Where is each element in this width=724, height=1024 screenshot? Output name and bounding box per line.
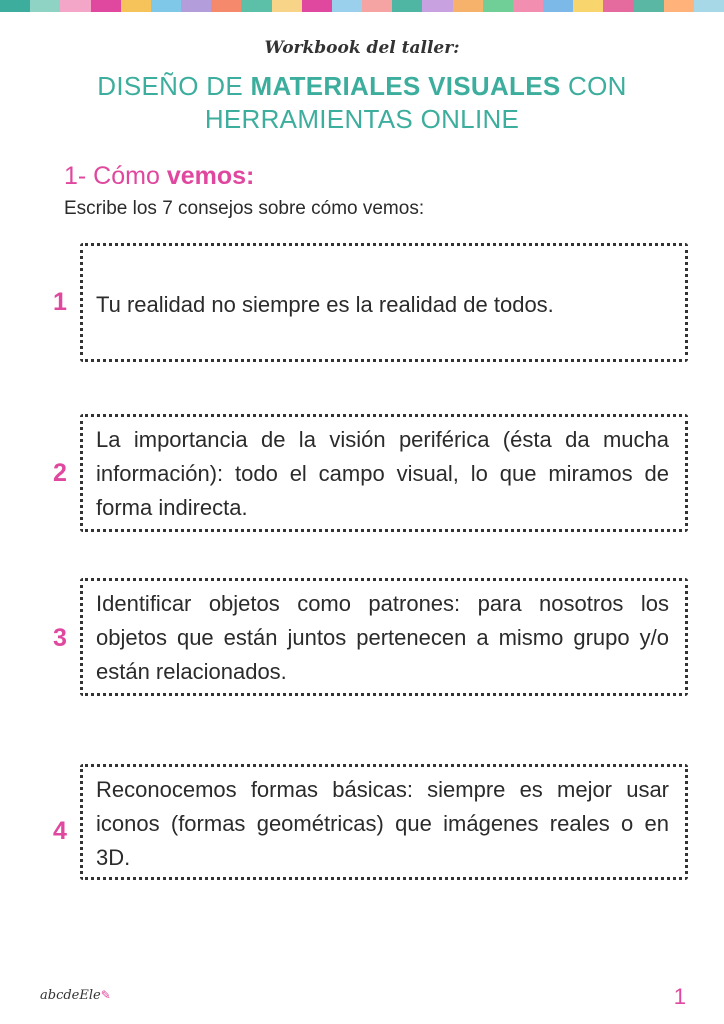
brand-logo <box>40 988 111 1003</box>
stripe-segment <box>60 0 90 12</box>
stripe-segment <box>241 0 271 12</box>
stripe-segment <box>30 0 60 12</box>
title-bold: MATERIALES VISUALES <box>250 71 561 101</box>
item-number-2: 2 <box>53 459 67 487</box>
answer-text-2: La importancia de la visión periférica (ésta da mucha información): todo el campo visual, lo que miramos de forma indirecta. <box>96 427 669 520</box>
stripe-segment <box>121 0 151 12</box>
stripe-segment <box>483 0 513 12</box>
stripe-segment <box>664 0 694 12</box>
stripe-segment <box>392 0 422 12</box>
stripe-segment <box>0 0 30 12</box>
answer-text-3: Identificar objetos como patrones: para nosotros los objetos que están juntos pertenecen a mismo grupo y/o están relacionados. <box>96 591 669 684</box>
answer-text-1: Tu realidad no siempre es la realidad de todos. <box>96 292 554 317</box>
page-title <box>40 70 684 136</box>
section-heading-bold: vemos: <box>166 162 255 190</box>
stripe-segment <box>603 0 633 12</box>
stripe-segment <box>362 0 392 12</box>
stripe-segment <box>513 0 543 12</box>
item-number-3: 3 <box>53 624 67 652</box>
item-number-1: 1 <box>53 288 67 316</box>
answer-box-4 <box>80 764 688 880</box>
answer-text-4: Reconocemos formas básicas: siempre es mejor usar iconos (formas geométricas) que imágenes reales o en 3D. <box>96 777 669 870</box>
stripe-segment <box>272 0 302 12</box>
stripe-segment <box>151 0 181 12</box>
stripe-segment <box>422 0 452 12</box>
stripe-segment <box>302 0 332 12</box>
section-heading-prefix: 1- Cómo <box>64 162 167 190</box>
stripe-segment <box>694 0 724 12</box>
title-part-2: CON HERRAMIENTAS ONLINE <box>204 71 627 134</box>
answer-box-2 <box>80 414 688 532</box>
stripe-segment <box>634 0 664 12</box>
pencil-icon: ✎ <box>100 988 111 1002</box>
item-number-4: 4 <box>53 817 67 845</box>
answer-box-3 <box>80 578 688 696</box>
stripe-segment <box>91 0 121 12</box>
stripe-segment <box>453 0 483 12</box>
stripe-segment <box>332 0 362 12</box>
stripe-segment <box>211 0 241 12</box>
answer-box-1 <box>80 243 688 362</box>
section-heading <box>64 162 254 191</box>
decorative-color-stripe <box>0 0 724 12</box>
brand-logo-text: abcdeEle <box>40 988 101 1003</box>
page-number: 1 <box>673 984 686 1009</box>
workbook-label: Workbook del taller: <box>264 38 460 58</box>
stripe-segment <box>181 0 211 12</box>
stripe-segment <box>573 0 603 12</box>
instructions: Escribe los 7 consejos sobre cómo vemos: <box>64 198 425 219</box>
title-part-1: DISEÑO DE <box>97 71 251 101</box>
stripe-segment <box>543 0 573 12</box>
